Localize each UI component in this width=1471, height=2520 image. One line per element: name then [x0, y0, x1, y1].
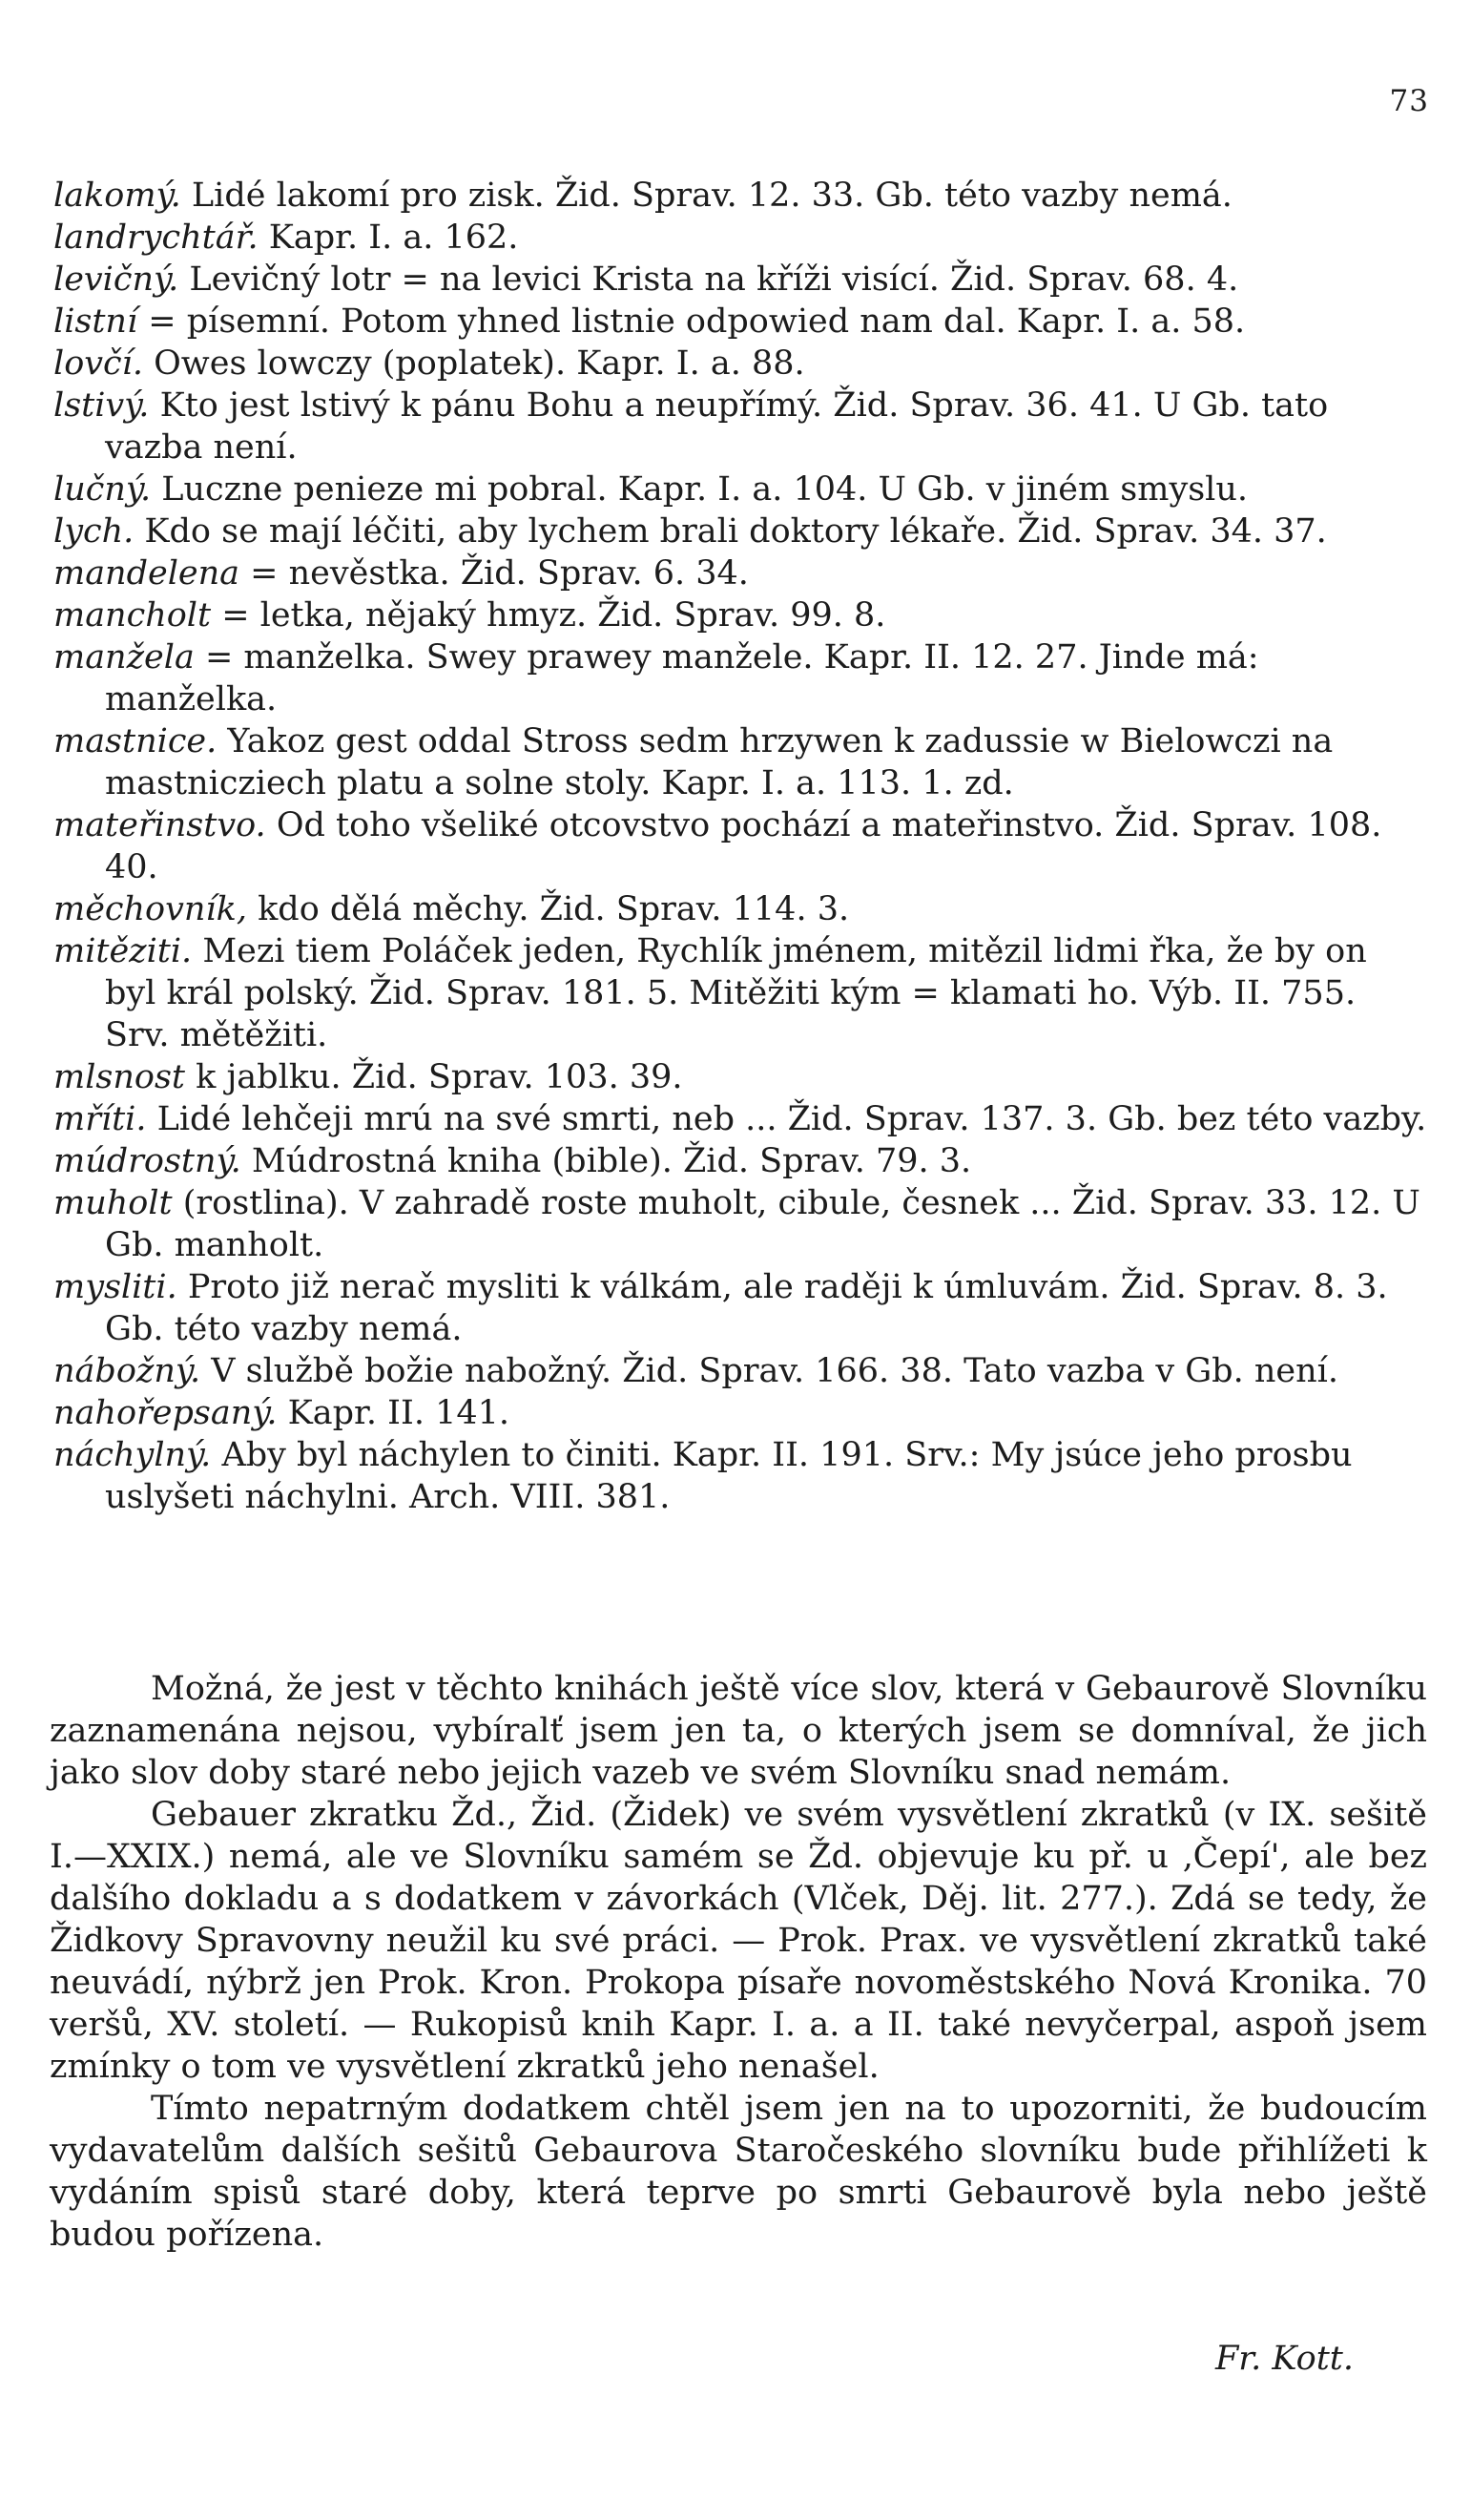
entry-text: = letka, nějaký hmyz. Žid. Sprav. 99. 8. — [211, 596, 886, 635]
dictionary-entry — [53, 343, 1427, 385]
entry-headword: lych. — [53, 512, 135, 551]
dictionary-entries — [53, 175, 1427, 1518]
dictionary-entry — [53, 804, 1427, 888]
entry-text: Lidé lakomí pro zisk. Žid. Sprav. 12. 33. Gb. této vazby nemá. — [180, 177, 1233, 215]
entry-text: Proto již nerač mysliti k válkám, ale raději k úmluvám. Žid. Sprav. 8. 3. Gb. této vazby nemá. — [105, 1268, 1388, 1348]
entry-headword: lovčí. — [53, 344, 143, 383]
entry-text: Kto jest lstivý k pánu Bohu a neupřímý. Žid. Sprav. 36. 41. U Gb. tato vazba není. — [105, 386, 1329, 467]
entry-headword: nahořepsaný. — [53, 1394, 278, 1432]
entry-text: Luczne penieze mi pobral. Kapr. I. a. 104. U Gb. v jiném smyslu. — [151, 470, 1249, 509]
dictionary-entry — [53, 217, 1427, 259]
entry-text: Lidé lehčeji mrú na své smrti, neb ... Žid. Sprav. 137. 3. Gb. bez této vazby. — [146, 1100, 1427, 1138]
entry-headword: lučný. — [53, 470, 152, 509]
entry-headword: landrychtář. — [53, 219, 259, 257]
entry-text: = nevěstka. Žid. Sprav. 6. 34. — [239, 554, 749, 593]
entry-headword: listní — [53, 302, 138, 341]
entry-headword: mastnice. — [53, 722, 218, 760]
entry-text: Kapr. II. 141. — [277, 1394, 510, 1432]
entry-text: kdo dělá měchy. Žid. Sprav. 114. 3. — [246, 890, 850, 928]
dictionary-entry — [53, 1392, 1427, 1434]
entry-text: Od toho všeliké otcovstvo pochází a mateřinstvo. Žid. Sprav. 108. 40. — [105, 806, 1382, 886]
dictionary-entry — [53, 510, 1427, 552]
entry-headword: mancholt — [53, 596, 212, 635]
author-signature: Fr. Kott. — [1215, 2340, 1354, 2378]
entry-headword: levičný. — [53, 260, 179, 299]
entry-headword: mysliti. — [53, 1268, 177, 1306]
dictionary-entry — [53, 720, 1427, 804]
entry-text: = písemní. Potom yhned listnie odpowied nam dal. Kapr. I. a. 58. — [137, 302, 1246, 341]
dictionary-entry — [53, 1098, 1427, 1140]
entry-text: = manželka. Swey prawey manžele. Kapr. II. 12. 27. Jinde má: manželka. — [105, 638, 1259, 719]
dictionary-entry — [53, 636, 1427, 720]
dictionary-entry — [53, 1182, 1427, 1266]
dictionary-entry — [53, 385, 1427, 469]
entry-text: Múdrostná kniha (bible). Žid. Sprav. 79. 3. — [240, 1142, 972, 1180]
entry-headword: manžela — [53, 638, 195, 677]
body-paragraph: Tímto nepatrným dodatkem chtěl jsem jen na to upozorniti, že budoucím vydavatelům dalších sešitů Gebaurova Staročeského slovníku bude přihlížeti k vydáním spisů staré doby, která teprve po smrti Gebaurově byla nebo ještě budou pořízena. — [50, 2090, 1427, 2254]
body-paragraph: Gebauer zkratku Žd., Žid. (Židek) ve svém vysvětlení zkratků (v IX. sešitě I.—XXIX.) nemá, ale ve Slovníku samém se Žd. objevuje ku př. u ‚Čepí', ale bez dalšího dokladu a s dodatkem v závorkách (Vlček, Děj. lit. 277.). Zdá se tedy, že Židkovy Spravovny neužil ku své práci. — Prok. Prax. ve vysvětlení zkratků také neuvádí, nýbrž jen Prok. Kron. Prokopa písaře novoměstského Nová Kronika. 70 veršů, XV. století. — Rukopisů knih Kapr. I. a. a II. také nevyčerpal, aspoň jsem zmínky o tom ve vysvětlení zkratků jeho nenašel. — [50, 1796, 1427, 2086]
entry-headword: mlsnost — [53, 1058, 185, 1096]
dictionary-entry — [53, 1056, 1427, 1098]
entry-headword: mandelena — [53, 554, 240, 593]
entry-headword: múdrostný. — [53, 1142, 241, 1180]
dictionary-entry — [53, 175, 1427, 217]
entry-headword: lstivý. — [53, 386, 150, 425]
dictionary-entry — [53, 301, 1427, 343]
entry-text: Kapr. I. a. 162. — [258, 219, 519, 257]
entry-headword: muholt — [53, 1184, 173, 1222]
closing-paragraphs — [50, 1668, 1427, 2256]
entry-text: Owes lowczy (poplatek). Kapr. I. a. 88. — [142, 344, 805, 383]
entry-headword: náchylný. — [53, 1436, 212, 1474]
dictionary-entry — [53, 1434, 1427, 1518]
entry-text: Aby byl náchylen to činiti. Kapr. II. 191. Srv.: My jsúce jeho prosbu uslyšeti náchylni. Arch. VIII. 381. — [105, 1436, 1353, 1516]
entry-text: V službě božie nabožný. Žid. Sprav. 166. 38. Tato vazba v Gb. není. — [200, 1352, 1338, 1390]
entry-text: Yakoz gest oddal Stross sedm hrzywen k zadussie w Bielowczi na mastnicziech platu a solne stoly. Kapr. I. a. 113. 1. zd. — [105, 722, 1334, 802]
page-number: 73 — [1389, 84, 1429, 118]
entry-text: (rostlina). V zahradě roste muholt, cibule, česnek ... Žid. Sprav. 33. 12. U Gb. manholt. — [105, 1184, 1420, 1264]
entry-headword: nábožný. — [53, 1352, 201, 1390]
entry-headword: mitěziti. — [53, 932, 193, 970]
dictionary-entry — [53, 930, 1427, 1056]
entry-headword: mateřinstvo. — [53, 806, 266, 844]
entry-text: Kdo se mají léčiti, aby lychem brali doktory lékaře. Žid. Sprav. 34. 37. — [134, 512, 1327, 551]
dictionary-entry — [53, 1140, 1427, 1182]
entry-text: Mezi tiem Poláček jeden, Rychlík jménem, mitězil lidmi řka, že by on byl král polský. Žid. Sprav. 181. 5. Mitěžiti kým = klamati ho. Výb. II. 755. Srv. mětěžiti. — [105, 932, 1367, 1054]
dictionary-entry — [53, 594, 1427, 636]
entry-text: k jablku. Žid. Sprav. 103. 39. — [184, 1058, 683, 1096]
body-paragraph: Možná, že jest v těchto knihách ještě více slov, která v Gebaurově Slovníku zaznamenána nejsou, vybíralť jsem jen ta, o kterých jsem se domníval, že jich jako slov doby staré nebo jejich vazeb ve svém Slovníku snad nemám. — [50, 1670, 1427, 1792]
entry-headword: mříti. — [53, 1100, 147, 1138]
entry-text: Levičný lotr = na levici Krista na kříži visící. Žid. Sprav. 68. 4. — [178, 260, 1239, 299]
dictionary-entry — [53, 552, 1427, 594]
dictionary-entry — [53, 1350, 1427, 1392]
dictionary-entry — [53, 888, 1427, 930]
entry-headword: lakomý. — [53, 177, 181, 215]
entry-headword: měchovník, — [53, 890, 247, 928]
dictionary-entry — [53, 469, 1427, 510]
dictionary-entry — [53, 1266, 1427, 1350]
dictionary-entry — [53, 259, 1427, 301]
